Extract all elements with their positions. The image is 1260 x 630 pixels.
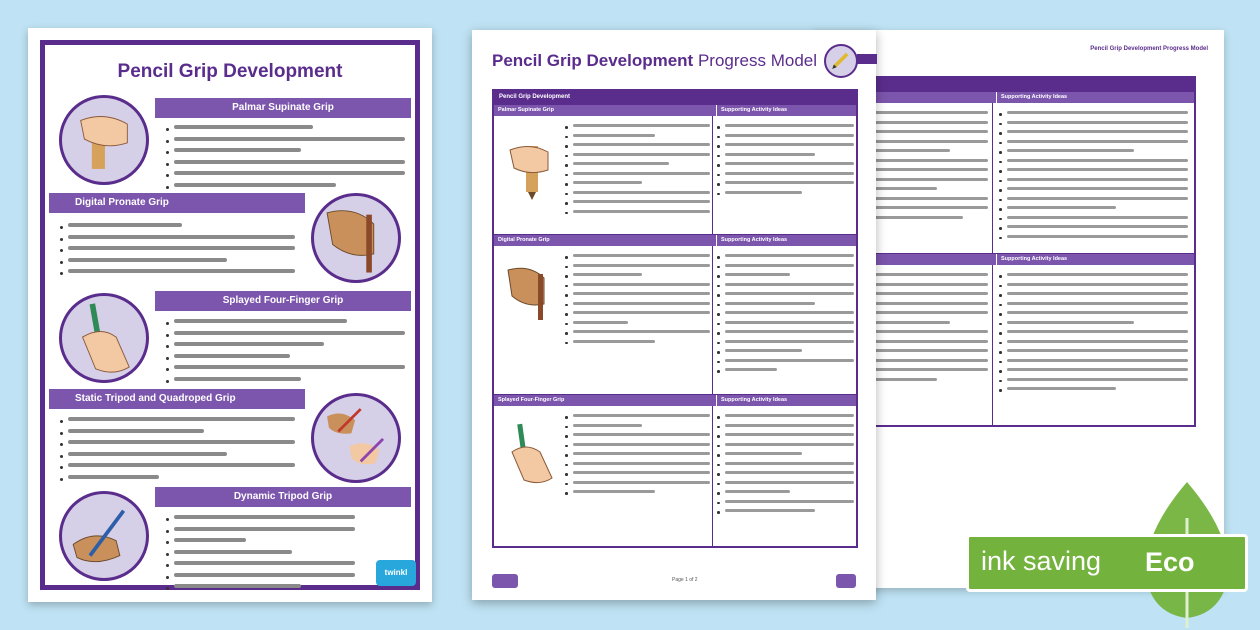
row-grip-name: Digital Pronate Grip — [494, 235, 717, 246]
section-heading: Splayed Four-Finger Grip — [155, 291, 411, 311]
digital-grip-image — [311, 193, 401, 283]
back-col-header: Supporting Activity Ideas — [1001, 256, 1068, 262]
eco-badge-text: ink saving — [981, 546, 1102, 576]
eco-badge-word: Eco — [1145, 547, 1195, 577]
page-number: Page 1 of 2 — [672, 577, 698, 583]
splayed-grip-hand-image — [500, 422, 558, 488]
table-row — [494, 234, 856, 394]
tripod-grip-image — [311, 393, 401, 483]
section-heading: Dynamic Tripod Grip — [155, 487, 411, 507]
col-header: Supporting Activity Ideas — [721, 237, 788, 243]
poster-section-palmar — [45, 95, 415, 191]
grip-table — [492, 89, 858, 548]
page-title: Pencil Grip Development Progress Model — [492, 51, 818, 70]
page-footer — [492, 574, 856, 588]
twinkl-mark-icon — [836, 574, 856, 588]
poster-section-dynamic — [45, 487, 415, 587]
back-page-header: Pencil Grip Development Progress Model — [1090, 46, 1208, 52]
palmar-grip-hand-image — [500, 136, 558, 202]
palmar-grip-image — [59, 95, 149, 185]
digital-grip-hand-image — [500, 260, 558, 326]
poster-section-digital — [45, 193, 415, 289]
table-row — [494, 394, 856, 546]
poster-title: Pencil Grip Development — [117, 61, 343, 82]
section-heading: Static Tripod and Quadroped Grip — [49, 389, 305, 409]
row-grip-name: Palmar Supinate Grip — [494, 105, 717, 116]
title-tab — [857, 54, 877, 64]
twinkl-logo-icon — [492, 574, 518, 588]
dynamic-grip-image — [59, 491, 149, 581]
eco-badge — [966, 534, 1248, 592]
section-heading: Digital Pronate Grip — [49, 193, 305, 213]
section-heading: Palmar Supinate Grip — [155, 98, 411, 118]
progress-model-page-1 — [472, 30, 876, 600]
pencil-grip-poster — [28, 28, 432, 602]
pencil-icon — [824, 44, 858, 78]
row-grip-name: Splayed Four-Finger Grip — [494, 395, 717, 406]
splayed-grip-image — [59, 293, 149, 383]
poster-section-tripod — [45, 389, 415, 485]
col-header: Supporting Activity Ideas — [721, 397, 788, 403]
table-row — [494, 104, 856, 234]
table-title: Pencil Grip Development — [494, 91, 856, 104]
twinkl-logo: twinkl — [376, 560, 416, 586]
poster-section-splayed — [45, 291, 415, 387]
back-col-header: Supporting Activity Ideas — [1001, 94, 1068, 100]
col-header: Supporting Activity Ideas — [721, 107, 788, 113]
